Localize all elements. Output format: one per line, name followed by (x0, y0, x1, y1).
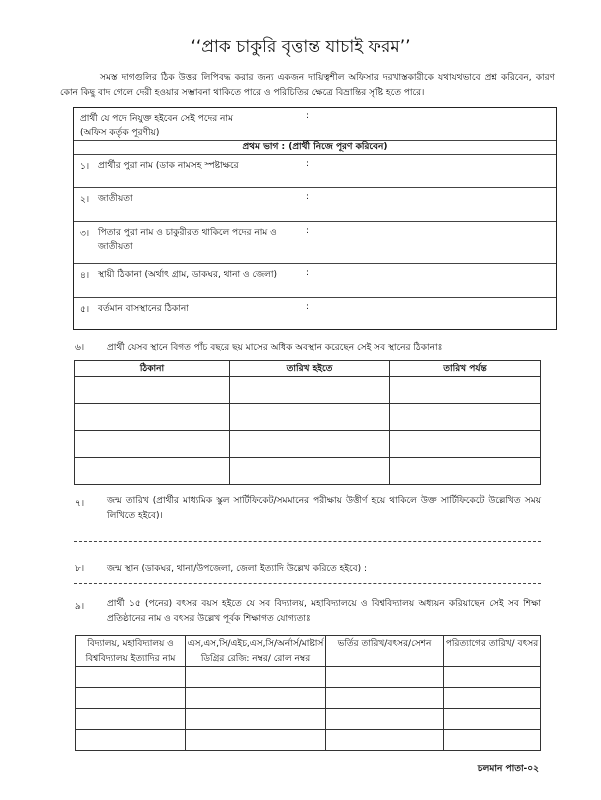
cell[interactable] (444, 730, 541, 751)
header-admission-date: ভর্তির তারিখ/বৎসর/সেশন (326, 636, 444, 667)
row-number: ৩। (80, 229, 90, 239)
table-row[interactable] (76, 730, 541, 751)
row-label: পিতার পুরা নাম ও চাকুরীরত থাকিলে পদের নাম ও জাতীয়তা (98, 228, 277, 252)
row-nationality[interactable] (74, 187, 556, 221)
header-address: ঠিকানা (75, 361, 230, 377)
row-father-info[interactable] (74, 221, 556, 263)
table-row[interactable] (75, 431, 541, 458)
cell[interactable] (76, 667, 186, 688)
personal-info-box (73, 107, 557, 330)
row-number: ২। (80, 195, 90, 205)
header-reg-roll: এস,এস,সি/এইচ,এস,সি/অর্নার্স/মাষ্টার্স ডিগ্রির রেজি: নম্বর/ রোল নম্বর (186, 636, 326, 667)
education-table (75, 635, 541, 751)
row-colon: : (306, 302, 310, 312)
row-label: জাতীয়তা (98, 194, 133, 204)
cell[interactable] (75, 431, 230, 458)
table-row[interactable] (75, 404, 541, 431)
row-full-name[interactable] (74, 154, 556, 187)
row-number: ৪। (80, 271, 90, 281)
row-colon: : (306, 159, 310, 169)
row-colon: : (306, 268, 310, 278)
cell[interactable] (76, 688, 186, 709)
table-row[interactable] (76, 688, 541, 709)
row-colon: : (306, 226, 310, 236)
item8-number: ৮। (75, 564, 85, 574)
form-title: ‘‘প্রাক চাকুরি বৃত্তান্ত যাচাই ফরম’’ (190, 37, 411, 57)
residence-table (74, 360, 541, 485)
table-row[interactable] (75, 458, 541, 485)
table-row[interactable] (75, 377, 541, 404)
cell[interactable] (326, 667, 444, 688)
item9-text: প্রার্থী ১৫ (পনের) বৎসর বয়স হইতে যে সব বিদ্যালয়, মহাবিদ্যালয়ে ও বিশ্ববিদ্যালয় অধ্যয়ন করিয়াছেন সেই সব শিক্ষা প্রতিষ্ঠানের নাম ও বৎসর উল্লেখ পূর্বক শিক্ষাগত যোগ্যতাঃ (107, 599, 541, 624)
cell[interactable] (444, 667, 541, 688)
post-colon: : (306, 111, 310, 121)
cell[interactable] (75, 458, 230, 485)
row-colon: : (306, 192, 310, 202)
cell[interactable] (76, 709, 186, 730)
item6-text: প্রার্থী যেসব স্থানে বিগত পাঁচ বছরে ছয় মাসের অধিক অবস্থান করেছেন সেই সব স্থানের ঠিকানাঃ (107, 343, 443, 353)
cell[interactable] (75, 404, 230, 431)
birthplace-fill-line[interactable] (74, 583, 541, 584)
cell[interactable] (75, 377, 230, 404)
cell[interactable] (230, 431, 390, 458)
item8-text: জন্ম স্থান (ডাকঘর, থানা/উপজেলা, জেলা ইত্যাদি উল্লেখ করিতে হইবে) : (107, 564, 368, 574)
cell[interactable] (230, 458, 390, 485)
header-leaving-date: পরিত্যাগের তারিখ/ বৎসর (444, 636, 541, 667)
cell[interactable] (390, 377, 541, 404)
cell[interactable] (326, 688, 444, 709)
cell[interactable] (186, 730, 326, 751)
cell[interactable] (186, 667, 326, 688)
intro-paragraph: সমস্ত দাগগুলির ঠিক উত্তর লিপিবদ্ধ করার জন্য একজন দায়িত্বশীল অফিসার দরখাস্তকারীকে যথাযথভাবে প্রশ্ন করিবেন, কারণ কোন কিছু বাদ গেলে দেরী হওয়ার সম্ভাবনা থাকিতে পারে ও পরিচিতির ক্ষেত্রে বিভ্রান্তির সৃষ্টি হতে পারে। (60, 73, 555, 98)
page-continuation-footer: চলমান পাতা-০২ (477, 764, 539, 774)
row-label: প্রার্থীর পুরা নাম (ডাক নামসহ স্পষ্টাক্ষরে (98, 161, 239, 171)
cell[interactable] (390, 404, 541, 431)
table-row[interactable] (76, 667, 541, 688)
cell[interactable] (390, 431, 541, 458)
cell[interactable] (390, 458, 541, 485)
cell[interactable] (186, 709, 326, 730)
cell[interactable] (186, 688, 326, 709)
item7-text: জন্ম তারিখ (প্রার্থীর মাধ্যমিক স্কুল সার্টিফিকেট/সমমানের পরীক্ষায় উত্তীর্ণ হয়ে থাকিলে উক্ত সার্টিফিকেটে উল্লেখিত সময় লিখিতে হইবে)। (107, 496, 541, 521)
row-number: ১। (80, 162, 90, 172)
cell[interactable] (326, 730, 444, 751)
section-header: প্রথম ভাগ : (প্রার্থী নিজে পূরণ করিবেন) (74, 140, 556, 154)
cell[interactable] (444, 709, 541, 730)
cell[interactable] (230, 377, 390, 404)
post-sublabel: (অফিস কর্তৃক পূরণীয়) (80, 128, 160, 138)
item9-number: ৯। (75, 602, 85, 612)
row-label: বর্তমান বাসস্থানের ঠিকানা (98, 304, 189, 314)
dob-fill-line[interactable] (74, 541, 541, 542)
cell[interactable] (444, 688, 541, 709)
cell[interactable] (76, 730, 186, 751)
cell[interactable] (230, 404, 390, 431)
post-row[interactable] (74, 108, 556, 140)
row-label: স্থায়ী ঠিকানা (অর্থাৎ গ্রাম, ডাকঘর, থানা ও জেলা) (98, 270, 277, 280)
header-institution: বিদ্যালয়, মহাবিদ্যালয় ও বিশ্ববিদ্যালয় ইত্যাদির নাম (76, 636, 186, 667)
cell[interactable] (326, 709, 444, 730)
row-number: ৫। (80, 305, 90, 315)
post-label: প্রার্থী যে পদে নিযুক্ত হইবেন সেই পদের নাম (80, 114, 233, 124)
header-date-to: তারিখ পর্যন্ত (390, 361, 541, 377)
item6-number: ৬। (75, 343, 85, 353)
header-date-from: তারিখ হইতে (230, 361, 390, 377)
row-present-address[interactable] (74, 297, 556, 329)
item7-number: ৭। (75, 499, 85, 509)
row-permanent-address[interactable] (74, 263, 556, 297)
table-row[interactable] (76, 709, 541, 730)
